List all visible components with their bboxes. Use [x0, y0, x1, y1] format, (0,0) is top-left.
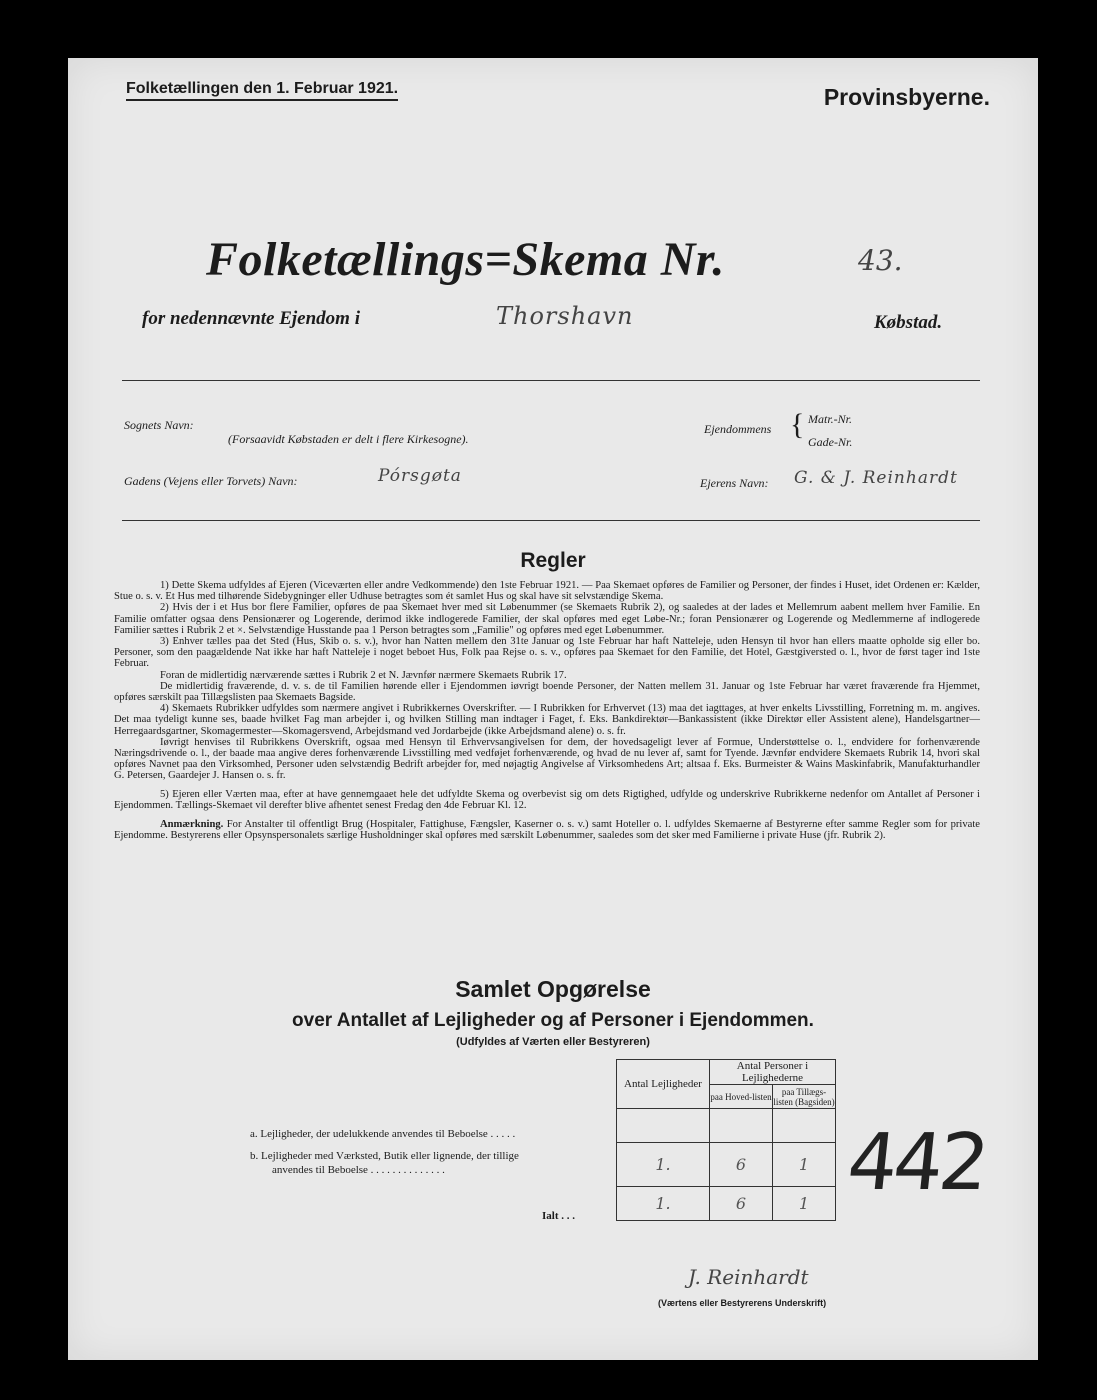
gadens-label: Gadens (Vejens eller Torvets) Navn: — [124, 474, 298, 488]
ialt-antal-cell: 1. — [617, 1187, 710, 1221]
form-number: 43. — [858, 244, 903, 277]
gadens-value: Pórsgøta — [378, 466, 462, 486]
rule-5: 5) Ejeren eller Værten maa, efter at have gennemgaaet hele det udfyldte Skema og overbevist sig om dets Rigtighed, udfylde og underskrive Rubrikkerne nedenfor om Antallet af Personer i Ejendommen. Tællings-Skemaet vil derefter blive afhentet senest Fredag den 4de Februar Kl. 12. — [114, 788, 980, 811]
annotation — [114, 819, 980, 841]
ialt-hoved-cell: 6 — [710, 1187, 773, 1221]
row-ialt-label: Ialt . . . — [542, 1210, 575, 1222]
rule-3c: De midlertidig fraværende, d. v. s. de til Familien hørende eller i Ejendommen iøvrigt boende Personer, der Natten mellem 31. Januar og 1ste Februar har været fraværende fra Hjemmet, opføres særskilt paa Tillægslisten paa Skemaets Bagside. — [114, 680, 980, 704]
b-antal-cell: 1. — [617, 1143, 710, 1187]
ejendommens-label: Ejendommens — [704, 422, 772, 436]
table-row-ialt — [617, 1187, 836, 1221]
sognets-navn-label: Sognets Navn: — [124, 418, 194, 432]
samlet-title: Samlet Opgørelse — [455, 976, 651, 1002]
census-form — [68, 58, 1038, 1360]
form-title: Folketællings=Skema Nr. — [206, 233, 725, 286]
ejerens-label: Ejerens Navn: — [700, 476, 769, 490]
summary-table — [616, 1059, 836, 1221]
rule-4: 4) Skemaets Rubrikker udfyldes som nærmere angivet i Rubrikkernes Overskrifter. — I Rubrikken for Erhvervet (13) maa det iagttages, at hver enkelts Livsstilling, Forretning m. m. angives. Det maa tydeligt kunne ses, baade hvilket Fag man arbejder i, og hvilken Stilling man indtager i Faget, f. Eks. Bankdirektør—Bankassistent (ikke Direktør eller Assistent alene), Handelsgartner—Herregaardsgartner, Skomagermester—Skomagersvend, Arbejdsmand ved Jordarbejde (ikke Arbejdsmand alene) o. s. fr. — [114, 703, 980, 737]
divider-top — [122, 380, 980, 381]
matr-nr-label: Matr.-Nr. — [808, 412, 853, 426]
annotation-text: For Anstalter til offentligt Brug (Hospitaler, Fattighuse, Fængsler, Kaserner o. s. v.) samt Hoteller o. l. udfyldes Skemaerne af Bestyrerne efter samme Regler som for private Ejendomme. Bestyrerens eller Opsynspersonalets særlige Husholdninger skal opføres med særskilt Løbenummer, saaledes som det sker med Familierne i private Huse (jfr. Rubrik 2). — [114, 819, 980, 842]
ejerens-value: G. & J. Reinhardt — [794, 468, 958, 488]
samlet-note: (Udfyldes af Værten eller Bestyreren) — [456, 1036, 650, 1048]
margin-number: 442 — [843, 1118, 990, 1208]
b-hoved-cell: 6 — [710, 1143, 773, 1187]
row-b-label-1: b. Lejligheder med Værksted, Butik eller lignende, der tillige — [250, 1150, 519, 1162]
subtitle-left: for nedennævnte Ejendom i — [142, 308, 360, 329]
col-tillaeg-header: paa Tillægs-listen (Bagsiden) — [773, 1086, 835, 1107]
rule-3b: Foran de midlertidig nærværende sættes i Rubrik 2 et N. Jævnfør nærmere Skemaets Rubrik 17. — [160, 669, 567, 681]
gade-nr-label: Gade-Nr. — [808, 435, 853, 449]
samlet-subtitle: over Antallet af Lejligheder og af Personer i Ejendommen. — [292, 1010, 814, 1031]
table-row-a — [617, 1109, 836, 1143]
row-a-label: a. Lejligheder, der udelukkende anvendes til Beboelse . . . . . — [250, 1128, 516, 1140]
sognets-note: (Forsaavidt Købstaden er delt i flere Kirkesogne). — [228, 432, 469, 446]
town-name: Thorshavn — [496, 302, 634, 330]
divider-mid — [122, 520, 980, 521]
regler-title: Regler — [520, 549, 586, 572]
annotation-label: Anmærkning. — [160, 819, 224, 831]
signature: J. Reinhardt — [688, 1265, 809, 1289]
row-b-label-2: anvendes til Beboelse . . . . . . . . . . . . . . — [272, 1164, 445, 1176]
signature-caption: (Værtens eller Bestyrerens Underskrift) — [658, 1298, 827, 1308]
a-antal-cell — [617, 1109, 710, 1143]
rule-2: 2) Hvis der i et Hus bor flere Familier, opføres de paa Skemaet hver med sit Løbenummer (se Skemaets Rubrik 2), og saaledes at der lades et Mellemrum aabent mellem hver Familie. En Familie omfatter ogsaa dens Pensionærer og Logerende, derimod ikke indlogerede Familier, der skal opføres med eget Løbe-Nr.; foran Pensionærer og Logerende og Medlemmerne af indlogerede Familier sættes i Rubrik 2 et ×. Selvstændige Husstande paa 1 Person betragtes som „Familie" og opføres med eget Løbenummer. — [114, 602, 980, 636]
col-hoved-header: paa Hoved-listen — [710, 1085, 773, 1109]
brace: { — [790, 408, 805, 441]
table-row-b — [617, 1143, 836, 1187]
rule-4b: Iøvrigt henvises til Rubrikkens Overskrift, ogsaa med Hensyn til Erhvervsangivelsen for dem, der hovedsageligt lever af Formue, Understøttelse o. l., endvidere for forhenværende Næringsdrivende o. l., der baade maa angive deres forhenværende Livsstilling med vedføjet forhenværende, og hvad de nu lever af, samt for Tyende. Jævnfør endvidere Skemaets Rubrik 14, hvori skal opføres Navnet paa den Virksomhed, Personer uden selvstændig Bedrift arbejder for, med nøjagtig Angivelse af Virksomhedens Art; altsaa f. Eks. Burmeister & Wains Maskinfabrik, Manufakturhandler G. Petersen, Gaardejer J. Hansen o. s. fr. — [114, 736, 980, 782]
ialt-tillaeg-cell: 1 — [773, 1187, 836, 1221]
rule-1: 1) Dette Skema udfyldes af Ejeren (Viceværten eller andre Vedkommende) den 1ste Februar 1921. — Paa Skemaet opføres de Familier og Personer, der findes i Huset, idet Ordenen er: Kælder, Stue o. s. v. Et Hus med tilhørende Sidebygninger eller Udhuse betragtes som ét samlet Hus og skal have sit selvstændige Skema. — [114, 580, 980, 603]
a-tillaeg-cell — [773, 1109, 836, 1143]
a-hoved-cell — [710, 1109, 773, 1143]
region-header: Provinsbyerne. — [823, 84, 990, 110]
rules-text — [114, 580, 980, 841]
col-personer-header: Antal Personer i Lejlighederne — [710, 1060, 836, 1085]
b-tillaeg-cell: 1 — [773, 1143, 836, 1187]
col-antal-header: Antal Lejligheder — [617, 1060, 710, 1109]
rule-3: 3) Enhver tælles paa det Sted (Hus, Skib o. s. v.), hvor han Natten mellem den 31te Januar og 1ste Februar har haft Natteleje, uden Hensyn til hvor han ellers maatte opholde sig eller bo. Personer, som den paagældende Nat ikke har haft Natteleje i noget beboet Hus, Folk paa Rejse o. s. v., opføres paa Skemaet for den Familie, det Hotel, Gæstgiversted o. l., hvor de først tager ind 1ste Februar. — [114, 636, 980, 670]
subtitle-right: Købstad. — [874, 312, 943, 333]
census-date-header: Folketællingen den 1. Februar 1921. — [126, 80, 398, 101]
